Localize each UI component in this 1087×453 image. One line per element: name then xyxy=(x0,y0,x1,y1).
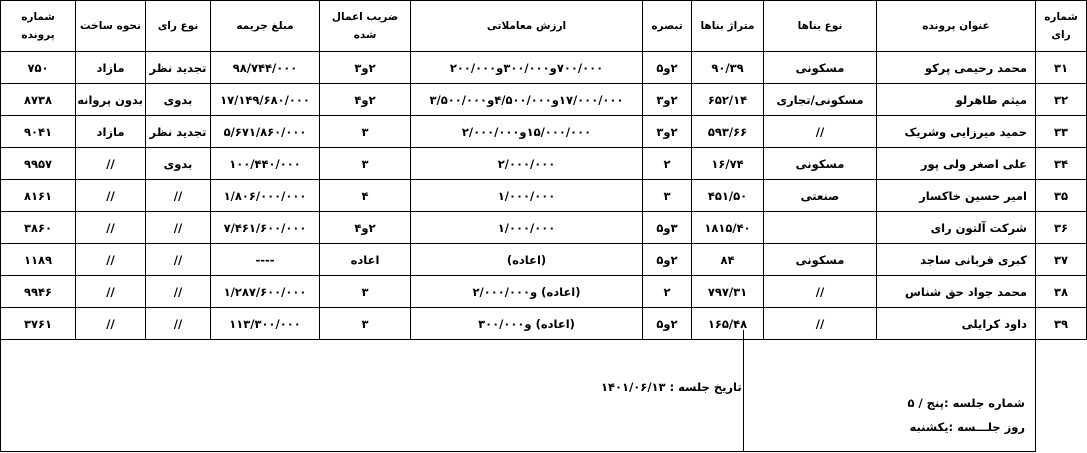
cell-row-no: ۳۲ xyxy=(1036,84,1087,116)
cell-trans-value: (اعاده) xyxy=(411,244,643,276)
cell-note: ۲و۳ xyxy=(643,116,692,148)
cell-building-type: صنعتی xyxy=(764,180,877,212)
cell-factor: ۳ xyxy=(320,308,411,340)
cell-row-no: ۳۶ xyxy=(1036,212,1087,244)
header-note: تبصره xyxy=(643,1,692,52)
cell-area: ۶۵۲/۱۴ xyxy=(692,84,764,116)
cell-fine: ۱۱۳/۳۰۰/۰۰۰ xyxy=(211,308,320,340)
header-build-method: نحوه ساخت xyxy=(76,1,146,52)
cell-factor: ۳ xyxy=(320,276,411,308)
cell-title: محمد جواد حق شناس xyxy=(877,276,1036,308)
cell-building-type: مسکونی xyxy=(764,52,877,84)
cell-note: ۲ xyxy=(643,276,692,308)
cell-trans-value: ۷۰۰/۰۰۰و۳۰۰/۰۰۰و۲۰۰/۰۰۰ xyxy=(411,52,643,84)
cell-row-no: ۳۴ xyxy=(1036,148,1087,180)
table-row xyxy=(1,84,1087,116)
cell-file-no: ۸۱۶۱ xyxy=(1,180,76,212)
cell-build-method: // xyxy=(76,244,146,276)
cell-fine: ۷/۴۶۱/۶۰۰/۰۰۰ xyxy=(211,212,320,244)
cell-fine: ۹۸/۷۴۴/۰۰۰ xyxy=(211,52,320,84)
cell-build-method: // xyxy=(76,212,146,244)
cell-factor: ۲و۴ xyxy=(320,212,411,244)
cell-fine: ۱۷/۱۴۹/۶۸۰/۰۰۰ xyxy=(211,84,320,116)
session-date: تاریخ جلسه : ۱۴۰۱/۰۶/۱۳ xyxy=(601,380,742,394)
header-area: متراژ بناها xyxy=(692,1,764,52)
table-row xyxy=(1,244,1087,276)
cell-vote-type: بدوی xyxy=(146,84,211,116)
cell-title: علی اصغر ولی پور xyxy=(877,148,1036,180)
table-header xyxy=(1,1,1087,52)
cell-note: ۲و۵ xyxy=(643,244,692,276)
cell-file-no: ۷۵۰ xyxy=(1,52,76,84)
table-row xyxy=(1,180,1087,212)
cell-build-method: مازاد xyxy=(76,52,146,84)
header-building-type: نوع بناها xyxy=(764,1,877,52)
cell-area: ۷۹۷/۳۱ xyxy=(692,276,764,308)
cell-build-method: // xyxy=(76,308,146,340)
cell-vote-type: تجدید نظر xyxy=(146,116,211,148)
cell-building-type: // xyxy=(764,116,877,148)
cell-row-no: ۳۵ xyxy=(1036,180,1087,212)
cell-title: امیر حسین خاکسار xyxy=(877,180,1036,212)
cell-building-type: مسکونی xyxy=(764,148,877,180)
cell-trans-value: ۱۷/۰۰۰/۰۰۰و۴/۵۰۰/۰۰۰و۳/۵۰۰/۰۰۰ xyxy=(411,84,643,116)
footer-divider xyxy=(743,330,744,451)
cell-building-type: مسکونی/تجاری xyxy=(764,84,877,116)
cell-build-method: مازاد xyxy=(76,116,146,148)
cell-building-type xyxy=(764,212,877,244)
cell-title: داود کرایلی xyxy=(877,308,1036,340)
header-row xyxy=(1,1,1087,52)
cell-factor: ۳ xyxy=(320,116,411,148)
cell-trans-value: ۱/۰۰۰/۰۰۰ xyxy=(411,180,643,212)
cell-trans-value: (اعاده) و۳۰۰/۰۰۰ xyxy=(411,308,643,340)
cell-fine: ---- xyxy=(211,244,320,276)
cell-trans-value: ۱۵/۰۰۰/۰۰۰و۲/۰۰۰/۰۰۰ xyxy=(411,116,643,148)
cell-title: میثم طاهرلو xyxy=(877,84,1036,116)
cell-vote-type: // xyxy=(146,308,211,340)
cell-area: ۸۴ xyxy=(692,244,764,276)
header-fine: مبلغ جریمه xyxy=(211,1,320,52)
cell-vote-type: بدوی xyxy=(146,148,211,180)
header-file-no: شماره پرونده xyxy=(1,1,76,52)
cell-building-type: // xyxy=(764,276,877,308)
cell-file-no: ۹۰۴۱ xyxy=(1,116,76,148)
cell-area: ۱۶/۷۴ xyxy=(692,148,764,180)
table-body xyxy=(1,52,1087,340)
cell-vote-type: // xyxy=(146,212,211,244)
table-row xyxy=(1,276,1087,308)
cell-note: ۲و۳ xyxy=(643,84,692,116)
cell-file-no: ۹۹۵۷ xyxy=(1,148,76,180)
cell-area: ۵۹۳/۶۶ xyxy=(692,116,764,148)
table-row xyxy=(1,212,1087,244)
cell-vote-type: // xyxy=(146,276,211,308)
cell-trans-value: ۲/۰۰۰/۰۰۰ xyxy=(411,148,643,180)
header-row-no: شماره رای xyxy=(1036,1,1087,52)
cell-vote-type: // xyxy=(146,244,211,276)
table-row xyxy=(1,52,1087,84)
cell-area: ۹۰/۳۹ xyxy=(692,52,764,84)
cell-note: ۳ xyxy=(643,180,692,212)
cell-vote-type: // xyxy=(146,180,211,212)
cell-building-type: // xyxy=(764,308,877,340)
cell-trans-value: (اعاده) و۲/۰۰۰/۰۰۰ xyxy=(411,276,643,308)
cell-note: ۲و۵ xyxy=(643,308,692,340)
cell-row-no: ۳۷ xyxy=(1036,244,1087,276)
cell-fine: ۵/۶۷۱/۸۶۰/۰۰۰ xyxy=(211,116,320,148)
cell-title: محمد رحیمی پرکو xyxy=(877,52,1036,84)
cell-vote-type: تجدید نظر xyxy=(146,52,211,84)
cell-title: حمید میرزایی وشریک xyxy=(877,116,1036,148)
cell-file-no: ۳۷۶۱ xyxy=(1,308,76,340)
cell-file-no: ۸۷۳۸ xyxy=(1,84,76,116)
cell-file-no: ۳۸۶۰ xyxy=(1,212,76,244)
cell-factor: ۳ xyxy=(320,148,411,180)
cell-file-no: ۱۱۸۹ xyxy=(1,244,76,276)
cell-build-method: // xyxy=(76,180,146,212)
cell-build-method: // xyxy=(76,148,146,180)
cell-row-no: ۳۳ xyxy=(1036,116,1087,148)
cell-title: شرکت آلتون رای xyxy=(877,212,1036,244)
cell-note: ۳و۵ xyxy=(643,212,692,244)
header-vote-type: نوع رای xyxy=(146,1,211,52)
header-trans-value: ارزش معاملاتی xyxy=(411,1,643,52)
cell-trans-value: ۱/۰۰۰/۰۰۰ xyxy=(411,212,643,244)
session-footer xyxy=(0,330,1036,452)
table-row xyxy=(1,148,1087,180)
cell-fine: ۱/۲۸۷/۶۰۰/۰۰۰ xyxy=(211,276,320,308)
cell-file-no: ۹۹۴۶ xyxy=(1,276,76,308)
cell-factor: ۴ xyxy=(320,180,411,212)
header-factor: ضریب اعمال شده xyxy=(320,1,411,52)
cell-row-no: ۳۸ xyxy=(1036,276,1087,308)
cell-note: ۲و۵ xyxy=(643,52,692,84)
cell-fine: ۱/۸۰۶/۰۰۰/۰۰۰ xyxy=(211,180,320,212)
cell-fine: ۱۰۰/۴۴۰/۰۰۰ xyxy=(211,148,320,180)
cell-build-method: // xyxy=(76,276,146,308)
cell-build-method: بدون پروانه xyxy=(76,84,146,116)
cell-row-no: ۳۹ xyxy=(1036,308,1087,340)
cell-note: ۲ xyxy=(643,148,692,180)
cell-building-type: مسکونی xyxy=(764,244,877,276)
session-number: شماره جلسه :پنج / ۵ xyxy=(907,396,1025,410)
cell-title: کبری قربانی ساجد xyxy=(877,244,1036,276)
table-row xyxy=(1,116,1087,148)
cell-factor: ۲و۳ xyxy=(320,52,411,84)
cell-area: ۴۵۱/۵۰ xyxy=(692,180,764,212)
cell-row-no: ۳۱ xyxy=(1036,52,1087,84)
cell-area: ۱۶۵/۴۸ xyxy=(692,308,764,340)
cell-factor: اعاده xyxy=(320,244,411,276)
session-day: روز جلـــسه :یکشنبه xyxy=(909,420,1025,434)
header-title: عنوان پرونده xyxy=(877,1,1036,52)
cell-factor: ۲و۴ xyxy=(320,84,411,116)
cell-area: ۱۸۱۵/۴۰ xyxy=(692,212,764,244)
